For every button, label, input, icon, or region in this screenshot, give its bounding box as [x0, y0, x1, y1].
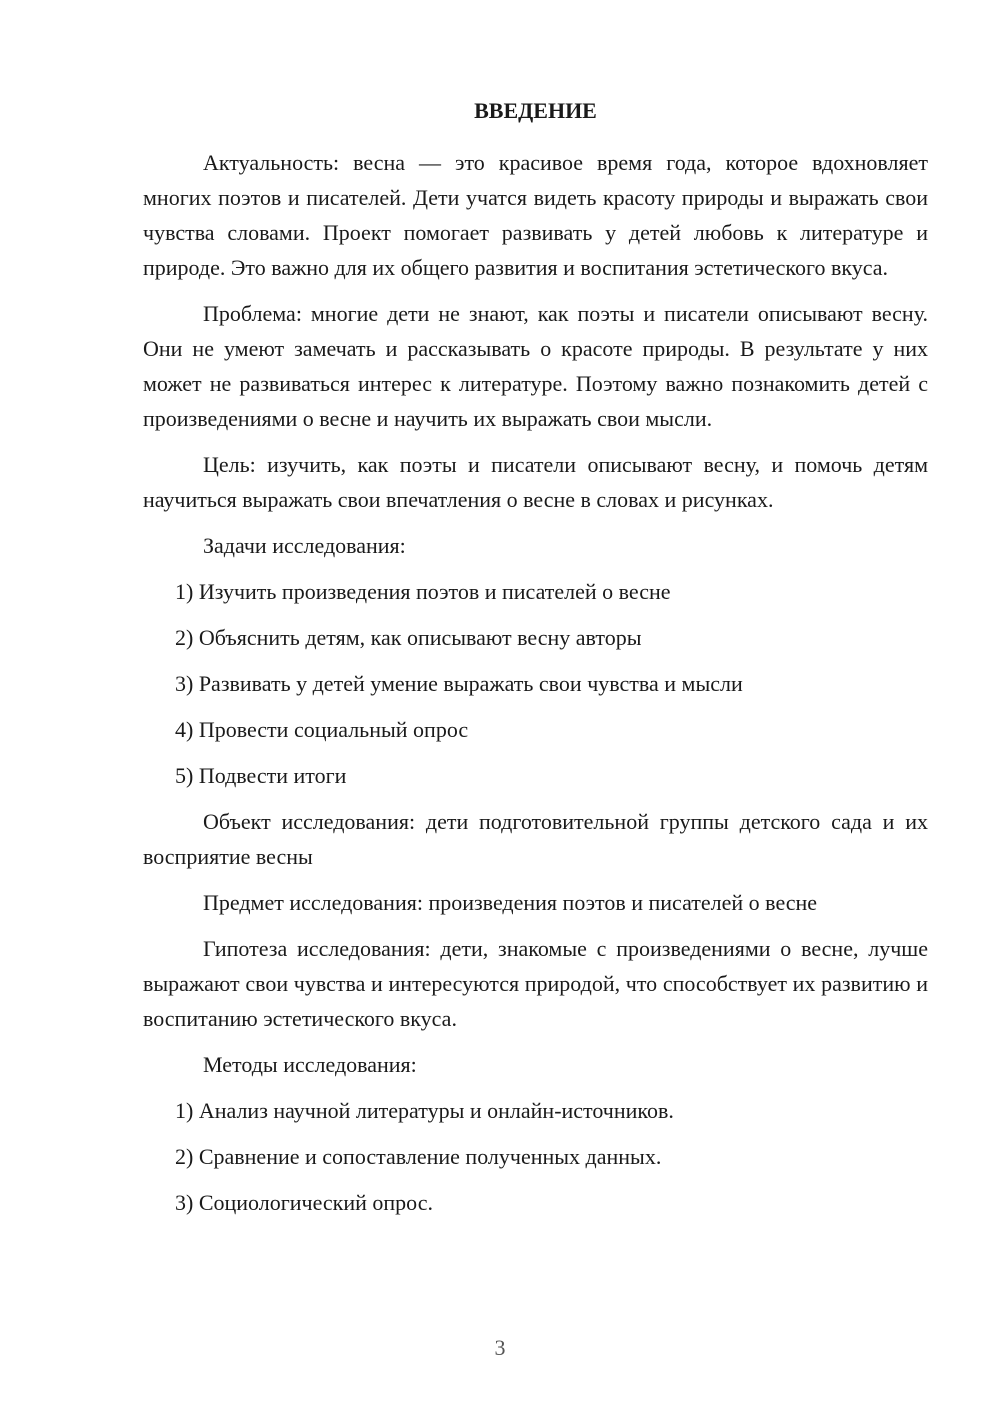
list-item: 5) Подвести итоги: [175, 763, 347, 788]
object-paragraph: Объект исследования: дети подготовительной группы детского сада и их восприятие весны: [143, 809, 928, 869]
list-item: 3) Социологический опрос.: [175, 1190, 433, 1215]
problem-paragraph: Проблема: многие дети не знают, как поэты и писатели описывают весну. Они не умеют замечать и рассказывать о красоте природы. В результате у них может не развиваться интерес к литературе. Поэтому важно познакомить детей с произведениями о весне и научить их выражать свои мысли.: [143, 301, 928, 431]
page-title: ВВЕДЕНИЕ: [474, 98, 597, 123]
methods-list: [143, 1093, 928, 1220]
tasks-heading: Задачи исследования:: [203, 533, 406, 558]
list-item: 2) Сравнение и сопоставление полученных данных.: [175, 1144, 662, 1169]
goal-paragraph: Цель: изучить, как поэты и писатели описывают весну, и помочь детям научиться выражать свои впечатления о весне в словах и рисунках.: [143, 452, 928, 512]
list-item: 1) Анализ научной литературы и онлайн-источников.: [175, 1098, 674, 1123]
hypothesis-paragraph: Гипотеза исследования: дети, знакомые с произведениями о весне, лучше выражают свои чувства и интересуются природой, что способствует их развитию и воспитанию эстетического вкуса.: [143, 936, 928, 1031]
methods-heading: Методы исследования:: [203, 1052, 417, 1077]
list-item: 3) Развивать у детей умение выражать свои чувства и мысли: [175, 671, 743, 696]
page-number: 3: [494, 1335, 506, 1360]
list-item: 2) Объяснить детям, как описывают весну авторы: [175, 625, 642, 650]
relevance-paragraph: Актуальность: весна — это красивое время года, которое вдохновляет многих поэтов и писателей. Дети учатся видеть красоту природы и выражать свои чувства словами. Проект помогает развивать у детей любовь к литературе и природе. Это важно для их общего развития и воспитания эстетического вкуса.: [143, 150, 928, 280]
subject-paragraph: Предмет исследования: произведения поэтов и писателей о весне: [203, 890, 818, 915]
list-item: 1) Изучить произведения поэтов и писателей о весне: [175, 579, 671, 604]
document-body: [143, 145, 928, 1231]
document-page: [143, 0, 928, 1414]
tasks-list: [143, 574, 928, 793]
list-item: 4) Провести социальный опрос: [175, 717, 469, 742]
